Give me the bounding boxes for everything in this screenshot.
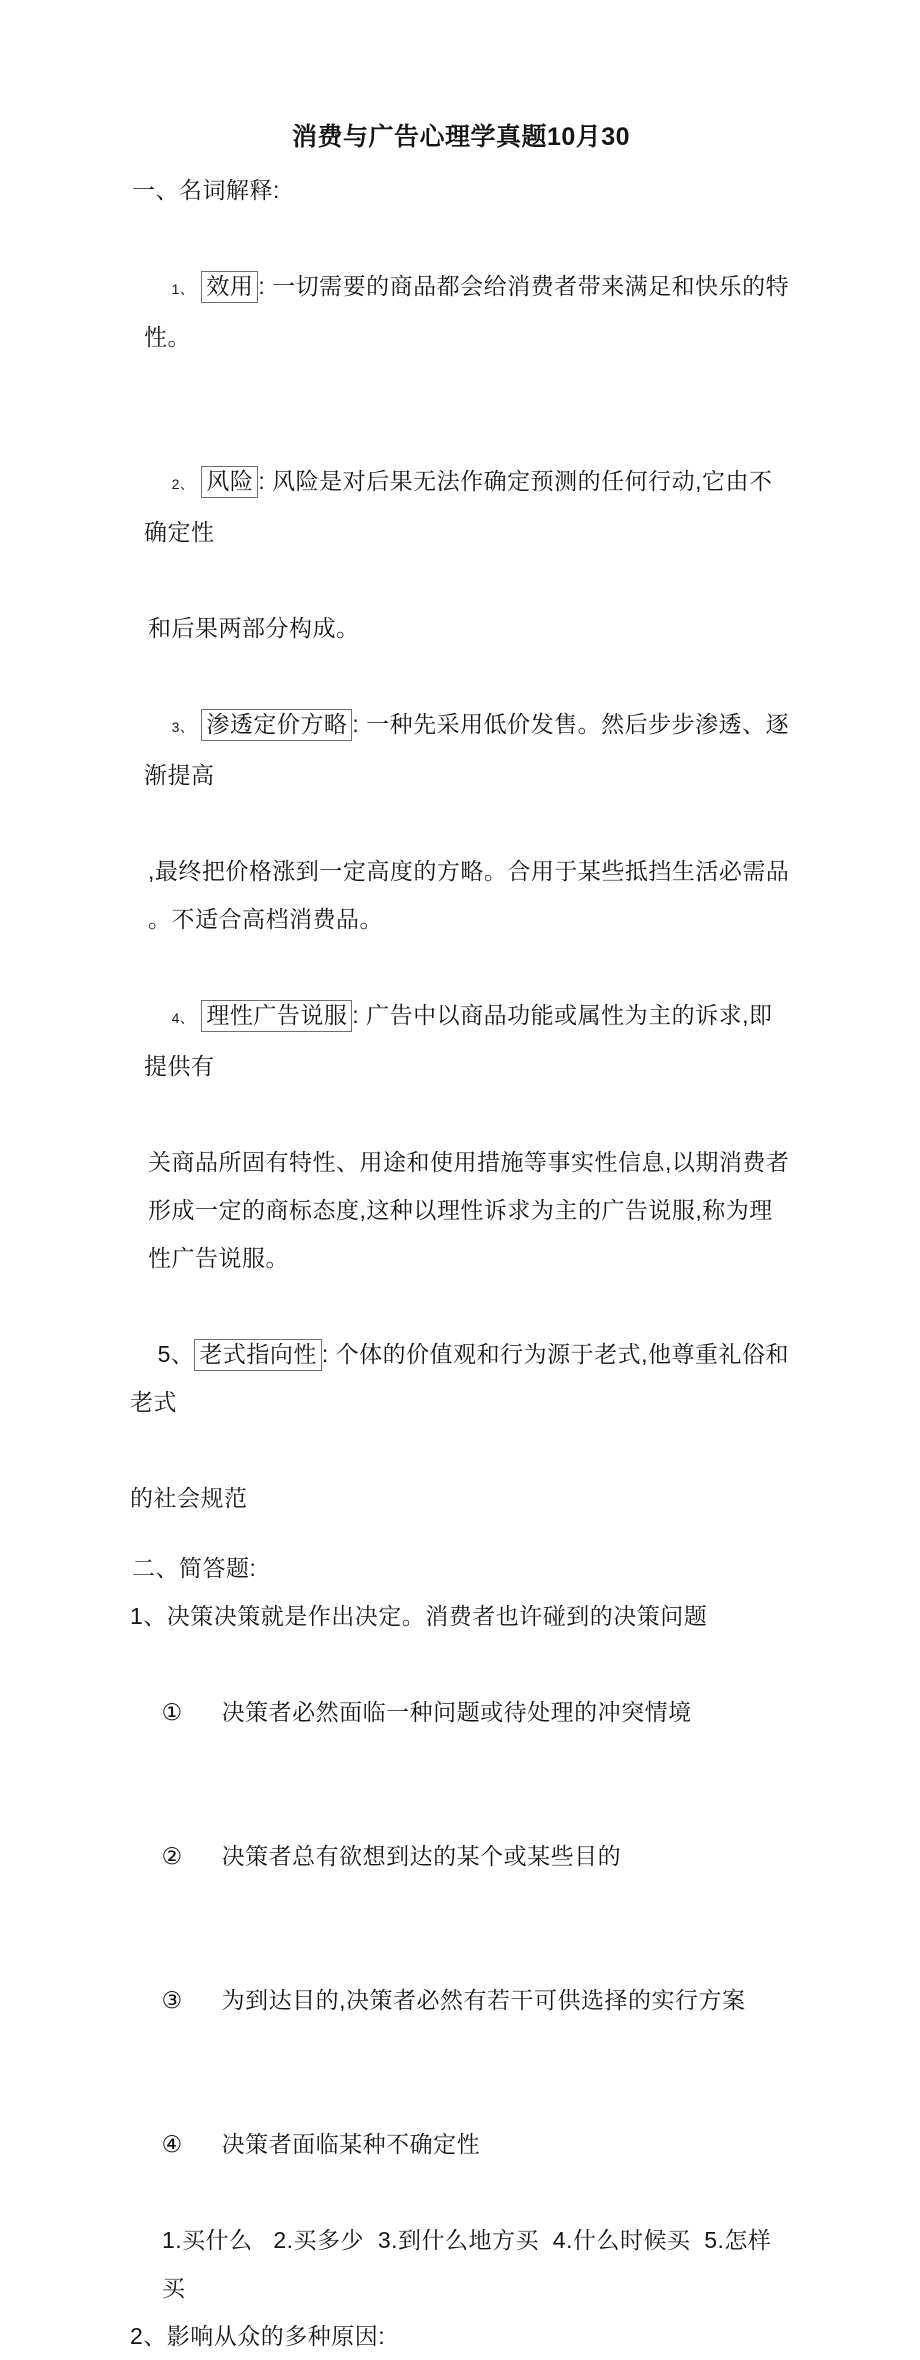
bullet-item-4 [134, 2072, 792, 2216]
circled-number-icon: ① [161, 1699, 183, 1725]
item-number: 5、 [157, 1341, 195, 1367]
definition-text: : 广告中以商品功能或属性为主的诉求,即提供有 [144, 1002, 773, 1079]
boxed-term: 老式指向性 [194, 1339, 322, 1371]
definition-text: : 一切需要的商品都会给消费者带来满足和快乐的特性。 [144, 273, 790, 350]
section2-heading: 二、简答题: [132, 1555, 257, 1581]
item-number: 2、 [171, 476, 195, 492]
definition-text: : 一种先采用低价发售。然后步步渗透、逐渐提高 [144, 711, 790, 788]
bullet-text: 为到达目的,决策者必然有若干可供选择的实行方案 [221, 1987, 746, 2013]
definition-item-3-cont: 。不适合高档消费品。 [148, 906, 383, 932]
section1-heading: 一、名词解释: [132, 177, 280, 203]
question-1: 1、决策决策就是作出决定。消费者也许碰到的决策问题 [130, 1603, 708, 1629]
document-title: 消费与广告心理学真题10月30 [291, 123, 631, 151]
item-number: 1、 [171, 281, 195, 297]
boxed-term: 风险 [201, 466, 258, 498]
circled-number-icon: ④ [161, 2131, 183, 2157]
definition-text: : 风险是对后果无法作确定预测的任何行动,它由不确定性 [144, 468, 773, 545]
definition-item-4 [144, 943, 792, 1138]
bullet-item-2 [134, 1784, 792, 1928]
bullet-item-1 [134, 1640, 792, 1784]
definition-item-4-cont: 关商品所固有特性、用途和使用措施等事实性信息,以期消费者 [148, 1149, 790, 1175]
definition-item-1 [144, 214, 792, 409]
bullet-text: 决策者必然面临一种问题或待处理的冲突情境 [221, 1699, 692, 1725]
definition-item-2 [144, 409, 792, 604]
definition-item-4-cont: 形成一定的商标态度,这种以理性诉求为主的广告说服,称为理 [148, 1197, 773, 1223]
definition-item-3-cont: ,最终把价格涨到一定高度的方略。合用于某些抵挡生活必需品 [148, 858, 790, 884]
question-2: 2、影响从众的多种原因: [130, 2323, 386, 2349]
definition-item-5-cont: 的社会规范 [130, 1485, 248, 1511]
circled-number-icon: ③ [161, 1987, 183, 2013]
boxed-term: 渗透定价方略 [201, 709, 352, 741]
bullet-text: 决策者面临某种不确定性 [221, 2131, 481, 2157]
definition-item-3 [144, 652, 792, 847]
boxed-term: 理性广告说服 [201, 1000, 352, 1032]
bullet-item-3 [134, 1928, 792, 2072]
definition-text: : 个体的价值观和行为源于老式,他尊重礼俗和老式 [130, 1341, 790, 1415]
item-number: 3、 [171, 719, 195, 735]
definition-item-5 [130, 1282, 792, 1474]
circled-number-icon: ② [161, 1843, 183, 1869]
buy-options-line: 1.买什么 2.买多少 3.到什么地方买 4.什么时候买 5.怎样买 [162, 2227, 772, 2301]
definition-item-2-cont: 和后果两部分构成。 [148, 615, 360, 641]
item-number: 4、 [171, 1010, 195, 1026]
definition-item-4-cont: 性广告说服。 [148, 1245, 289, 1271]
boxed-term: 效用 [201, 271, 258, 303]
bullet-text: 决策者总有欲想到达的某个或某些目的 [221, 1843, 622, 1869]
